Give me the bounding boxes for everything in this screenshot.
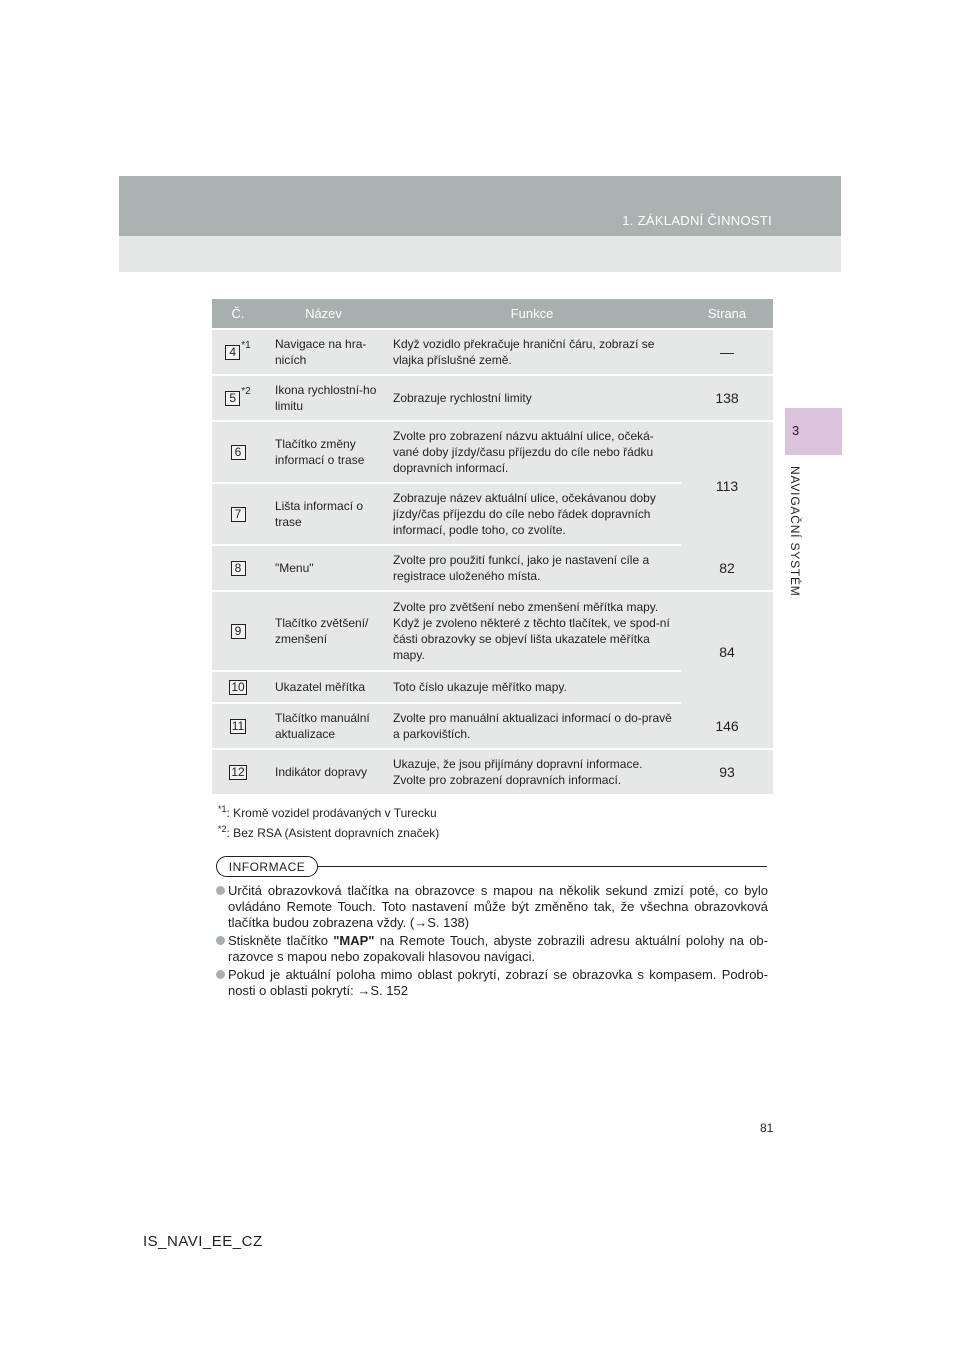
bullet-icon <box>216 936 225 945</box>
bullet-icon <box>216 970 225 979</box>
info-bullet-3: Pokud je aktuální poloha mimo oblast pokrytí, zobrazí se obrazovka s kompasem. Podrob-nosti o oblasti pokrytí: →S. 152 <box>228 967 768 998</box>
header-name: Název <box>305 306 342 321</box>
info-bullet-1: Určitá obrazovková tlačítka na obrazovce s mapou na několik sekund zmizí poté, co bylo ovládáno Remote Touch. Toto nastavení může být změněno tak, že všechna obrazovková tlačítka budou zobrazena vždy. (→S. 138) <box>228 883 768 930</box>
item-name: Tlačítko manuální aktualizace <box>275 711 370 741</box>
item-number: 9 <box>231 624 246 639</box>
item-function: Zvolte pro manuální aktualizaci informací o do-pravě a parkovištích. <box>393 711 672 741</box>
item-name: Tlačítko změny informací o trase <box>275 437 365 467</box>
item-page: 138 <box>715 390 739 406</box>
item-name: Ukazatel měřítka <box>275 680 366 694</box>
item-page: 93 <box>719 764 735 780</box>
table-row <box>212 748 773 794</box>
item-page: 146 <box>715 718 739 734</box>
item-function: Zobrazuje rychlostní limity <box>393 391 532 405</box>
bullet-icon <box>216 886 225 895</box>
item-name: Lišta informací o trase <box>275 499 364 529</box>
info-bullet-2-post: na Remote Touch, abyste zobrazili adresu aktuální polohy na ob-razovce s mapou nebo zopakovali hlasovou navigaci. <box>228 933 768 964</box>
table-row <box>212 702 773 748</box>
item-page: — <box>720 344 734 360</box>
item-function: Zvolte pro použití funkcí, jako je nastavení cíle a registrace uloženého místa. <box>393 553 650 583</box>
header-subband <box>119 236 841 272</box>
item-page: 82 <box>719 560 735 576</box>
table-row <box>212 544 773 590</box>
item-function: Ukazuje, že jsou přijímány dopravní informace. Zvolte pro zobrazení dopravních informací. <box>393 757 643 787</box>
table-row <box>212 374 773 420</box>
info-bullet-2-pre: Stiskněte tlačítko <box>228 933 334 948</box>
page-number: 81 <box>760 1121 774 1135</box>
item-function: Toto číslo ukazuje měřítko mapy. <box>393 680 567 694</box>
merged-page-9-10: 84 <box>681 596 773 708</box>
header-no: Č. <box>231 306 245 321</box>
footnote-mark: *1 <box>241 340 251 351</box>
item-number: 8 <box>231 561 246 576</box>
section-title: 1. ZÁKLADNÍ ČINNOSTI <box>622 213 772 228</box>
footnote-2: : Bez RSA (Asistent dopravních značek) <box>226 826 440 840</box>
merged-page-6-7: 113 <box>681 424 773 548</box>
footnote-1-mark: *1 <box>218 804 227 814</box>
list-item <box>216 933 768 965</box>
chapter-number: 3 <box>792 423 800 438</box>
table-header <box>212 299 773 328</box>
item-name: Tlačítko zvětšení/ zmenšení <box>275 616 369 646</box>
item-number: 11 <box>231 718 245 733</box>
header-function: Funkce <box>510 306 554 321</box>
footnote-mark: *2 <box>241 386 251 397</box>
info-badge: INFORMACE <box>216 856 318 877</box>
list-item <box>216 967 768 999</box>
footnote-1: : Kromě vozidel prodávaných v Turecku <box>226 806 437 820</box>
item-number: 12 <box>231 764 245 779</box>
item-function: Když vozidlo překračuje hraniční čáru, zobrazí se vlajka příslušné země. <box>393 337 655 367</box>
item-number: 10 <box>231 679 245 694</box>
header-page: Strana <box>707 306 747 321</box>
item-function: Zvolte pro zobrazení názvu aktuální ulice, očeká-vané doby jízdy/času příjezdu do cíle nebo řádku dopravních informací. <box>393 429 654 475</box>
table-row <box>212 328 773 374</box>
item-number: 4 <box>225 345 240 360</box>
item-name: "Menu" <box>275 561 314 575</box>
item-function: Zvolte pro zvětšení nebo zmenšení měřítka mapy. Když je zvoleno některé z těchto tlačítek, ve spod-ní části obrazovky se objeví lišta ukazatele měřítka mapy. <box>393 600 670 662</box>
info-list <box>216 883 768 1001</box>
chapter-label: NAVIGAČNÍ SYSTÉM <box>788 466 802 597</box>
item-name: Ikona rychlostní-ho limitu <box>275 383 377 413</box>
document-code: IS_NAVI_EE_CZ <box>143 1233 263 1250</box>
item-name: Navigace na hra-nicích <box>275 337 367 367</box>
item-number: 6 <box>231 445 246 460</box>
footnotes <box>218 801 439 841</box>
list-item <box>216 883 768 931</box>
item-number: 7 <box>231 507 246 522</box>
info-bullet-2-bold: "MAP" <box>333 933 375 948</box>
item-number: 5 <box>225 391 240 406</box>
item-name: Indikátor dopravy <box>275 765 368 779</box>
item-function: Zobrazuje název aktuální ulice, očekávanou doby jízdy/čas příjezdu do cíle nebo řádek dopravních informací, podle toho, co zvolíte. <box>393 491 656 537</box>
info-divider <box>318 866 767 867</box>
footnote-2-mark: *2 <box>218 824 227 834</box>
